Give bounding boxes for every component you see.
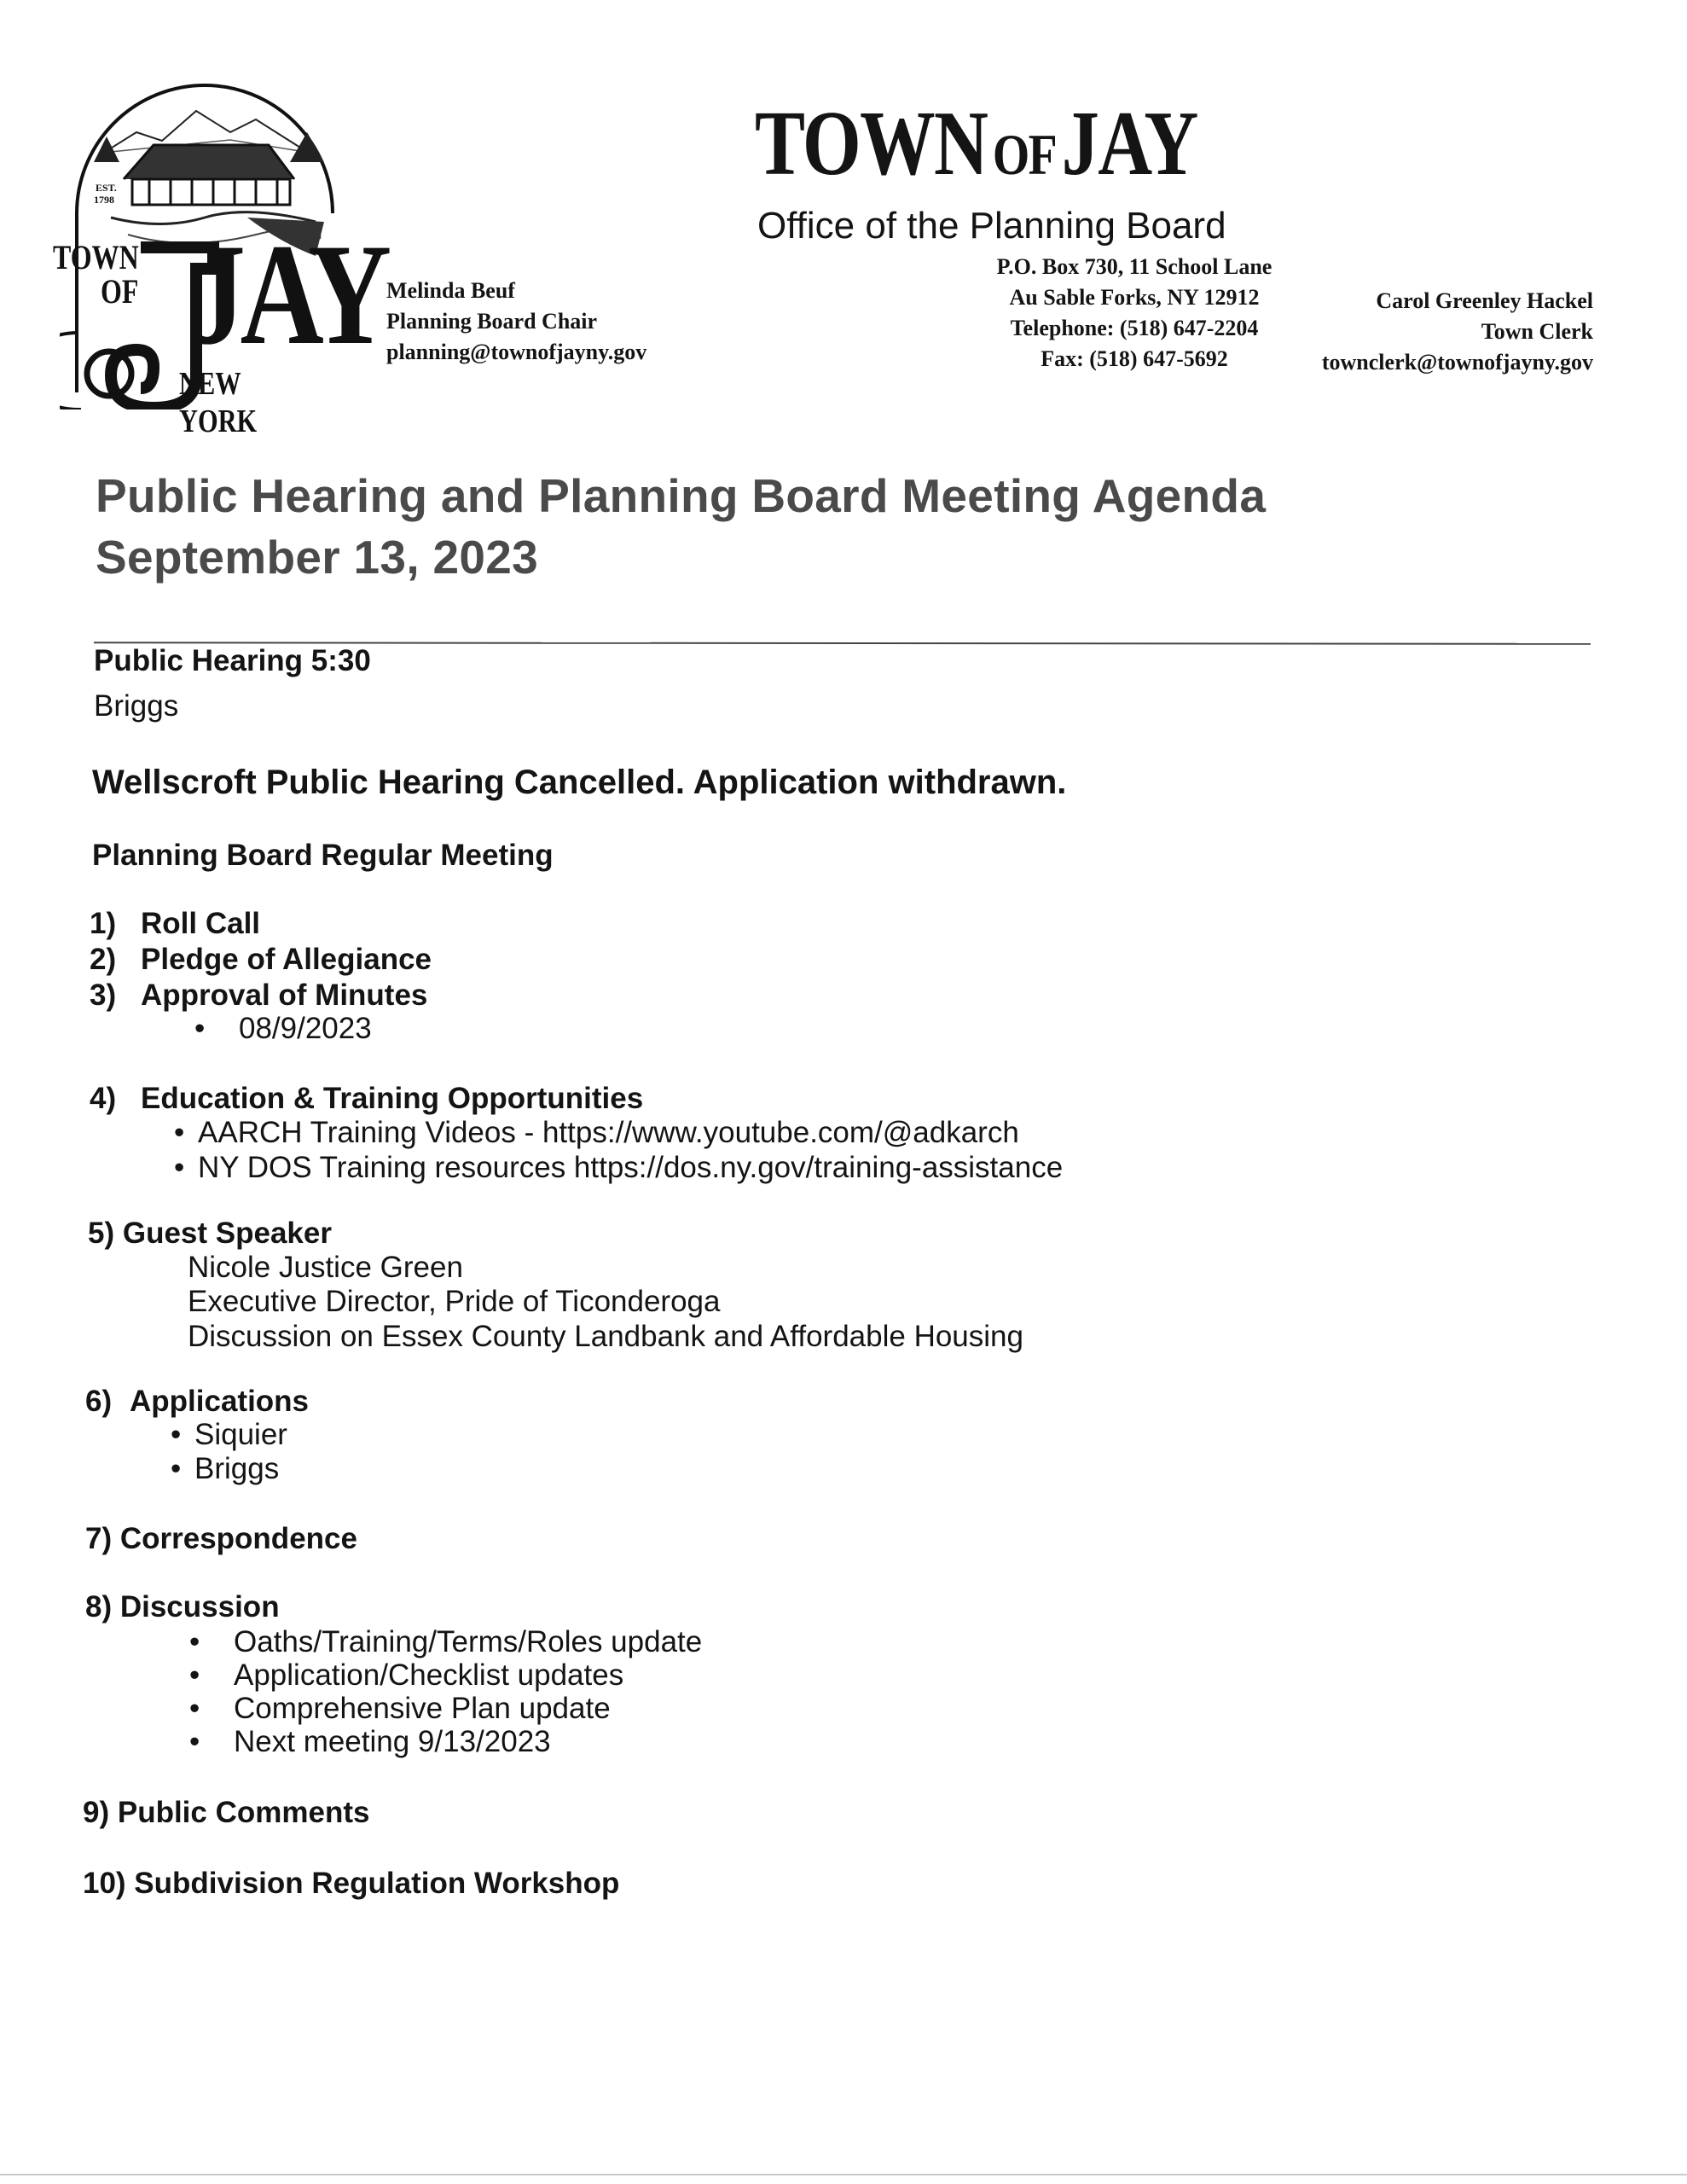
office-address (938, 252, 1330, 375)
minutes-date: • 08/9/2023 (194, 1012, 372, 1046)
clerk-name: Carol Greenley Hackel (1376, 288, 1593, 313)
town-title-end: JAY (1061, 93, 1197, 195)
clerk-role: Town Clerk (1481, 319, 1593, 344)
speaker-name: Nicole Justice Green (188, 1251, 463, 1284)
speaker-topic: Discussion on Essex County Landbank and Affordable Housing (188, 1320, 1023, 1353)
town-logo (53, 51, 386, 439)
cancellation-notice: Wellscroft Public Hearing Cancelled. Application withdrawn. (92, 764, 1067, 801)
agenda-item-number: 4) (90, 1082, 117, 1115)
agenda-item-pledge: Pledge of Allegiance (141, 943, 432, 976)
public-hearing-heading: Public Hearing 5:30 (94, 644, 371, 677)
address-line: Au Sable Forks, NY 12912 (1009, 285, 1260, 310)
agenda-item-correspondence: 7) Correspondence (85, 1522, 357, 1555)
regular-meeting-heading: Planning Board Regular Meeting (92, 839, 554, 872)
agenda-item-guest-speaker: 5) Guest Speaker (88, 1217, 332, 1250)
application-item: • Siquier (171, 1418, 287, 1452)
town-title-main: TOWN (755, 93, 988, 195)
agenda-item-number: 1) (90, 907, 117, 940)
discussion-item: • Next meeting 9/13/2023 (189, 1725, 551, 1759)
logo-est-label: EST. (96, 182, 117, 194)
logo-year-label: 1798 (94, 194, 114, 206)
town-title (755, 93, 1197, 195)
agenda-item-minutes: Approval of Minutes (141, 979, 428, 1012)
chair-name: Melinda Beuf (386, 278, 515, 303)
logo-state-label: NEW YORK (179, 366, 258, 439)
agenda-item-roll-call: Roll Call (141, 907, 261, 940)
fax-line: Fax: (518) 647-5692 (1041, 346, 1228, 371)
clerk-email: townclerk@townofjayny.gov (1321, 350, 1593, 375)
training-resource-link[interactable]: • NY DOS Training resources https://dos.ny.gov/training-assistance (174, 1151, 1063, 1185)
discussion-item: • Application/Checklist updates (189, 1658, 623, 1693)
office-name: Office of the Planning Board (757, 205, 1226, 247)
application-item: • Briggs (171, 1452, 279, 1486)
logo-of-label: OF (101, 272, 139, 311)
chair-role: Planning Board Chair (386, 309, 598, 334)
agenda-item-public-comments: 9) Public Comments (83, 1796, 370, 1829)
public-hearing-item: Briggs (94, 689, 179, 723)
clerk-contact (1322, 286, 1593, 378)
discussion-item: • Oaths/Training/Terms/Roles update (189, 1625, 702, 1659)
address-line: P.O. Box 730, 11 School Lane (996, 254, 1272, 279)
agenda-title-line: Public Hearing and Planning Board Meeting Agenda (96, 469, 1267, 522)
logo-jay-label: JAY (188, 214, 386, 375)
town-title-of: OF (992, 122, 1057, 187)
agenda-item-subdivision-workshop: 10) Subdivision Regulation Workshop (83, 1867, 620, 1900)
phone-line: Telephone: (518) 647-2204 (1010, 316, 1259, 340)
logo-town-label: TOWN (53, 238, 139, 276)
page-bottom-edge (0, 2174, 1687, 2175)
agenda-item-number: 6) (85, 1385, 113, 1418)
agenda-item-education: Education & Training Opportunities (141, 1082, 644, 1115)
chair-contact (386, 276, 646, 368)
chair-email: planning@townofjayny.gov (386, 340, 647, 364)
speaker-title: Executive Director, Pride of Ticonderoga (188, 1285, 721, 1318)
training-resource-link[interactable]: • AARCH Training Videos - https://www.youtube.com/@adkarch (174, 1116, 1019, 1150)
agenda-item-number: 2) (90, 943, 117, 976)
agenda-item-applications: Applications (130, 1385, 310, 1418)
agenda-title (96, 465, 1266, 588)
agenda-date: September 13, 2023 (96, 531, 539, 584)
agenda-item-number: 3) (90, 979, 117, 1012)
agenda-item-discussion: 8) Discussion (85, 1590, 280, 1623)
discussion-item: • Comprehensive Plan update (189, 1692, 611, 1726)
